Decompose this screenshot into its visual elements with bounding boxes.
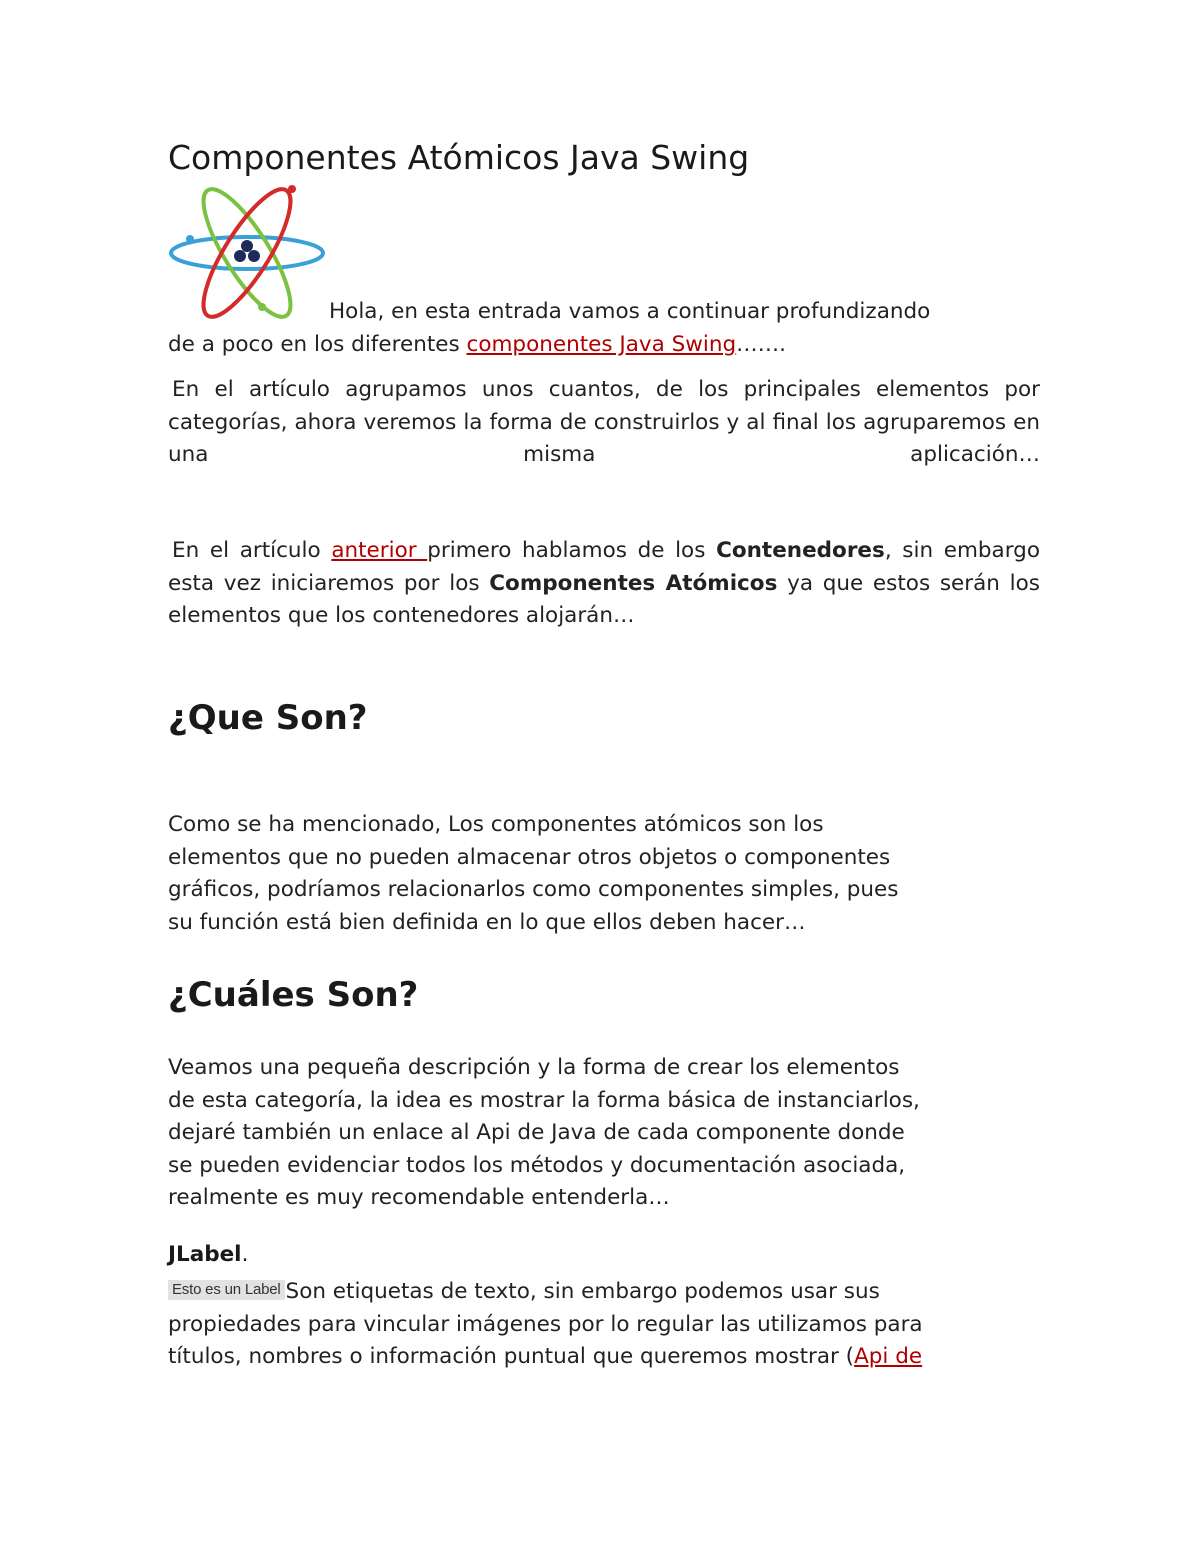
jlabel-line-3: títulos, nombres o información puntual que queremos mostrar (Api de [168, 1344, 923, 1369]
text-line: Veamos una pequeña descripción y la forma de crear los elementos [168, 1055, 900, 1080]
text-line: de esta categoría, la idea es mostrar la forma básica de instanciarlos, [168, 1087, 920, 1113]
paragraph-categorias: En el artículo agrupamos unos cuantos, de los principales elementos por categorías, ahora veremos la forma de construirlos y al final los agruparemos en una misma aplicación… [168, 377, 1040, 467]
text-line: Como se ha mencionado, Los componentes atómicos son los [168, 812, 824, 837]
intro-paragraph [168, 296, 1040, 361]
link-anterior[interactable]: anterior [331, 538, 428, 563]
page-title: Componentes Atómicos Java Swing [168, 138, 750, 177]
intro-line-2: de a poco en los diferentes componentes Java Swing……. [168, 331, 786, 357]
link-api-de[interactable]: Api de [854, 1344, 923, 1369]
intro-line-1: Hola, en esta entrada vamos a continuar profundizando [329, 299, 931, 324]
jlabel-line-2: propiedades para vincular imágenes por lo regular las utilizamos para [168, 1311, 923, 1337]
heading-que-son: ¿Que Son? [168, 698, 368, 738]
atom-electron [288, 185, 296, 193]
link-componentes-java-swing[interactable]: componentes Java Swing [466, 331, 737, 357]
heading-cuales-son: ¿Cuáles Son? [168, 975, 419, 1015]
atom-nucleus [234, 240, 260, 262]
jlabel-sample-image: Esto es un Label [168, 1280, 285, 1300]
bold-contenedores: Contenedores [716, 538, 885, 563]
atom-electron [186, 235, 194, 243]
paragraph-jlabel [168, 1276, 1040, 1374]
text-line: dejaré también un enlace al Api de Java de cada componente donde [168, 1120, 905, 1145]
paragraph-que-son [168, 809, 1040, 939]
paragraph-contenedores: En el artículo anterior primero hablamos de los Contenedores, sin embargo esta vez iniciaremos por los Componentes Atómicos ya que estos serán los elementos que los contenedores alojarán… [168, 538, 1040, 628]
jlabel-line-1: Esto es un Label Son etiquetas de texto, sin embargo podemos usar sus [168, 1276, 1040, 1309]
heading-jlabel: JLabel. [168, 1242, 249, 1267]
bold-componentes-atomicos: Componentes Atómicos [489, 570, 778, 596]
paragraph-cuales-son [168, 1052, 1040, 1215]
text-line: realmente es muy recomendable entenderla… [168, 1185, 670, 1210]
text-line: su función está bien definida en lo que ellos deben hacer… [168, 909, 806, 935]
text-line: gráficos, podríamos relacionarlos como componentes simples, pues [168, 877, 899, 902]
text-line: elementos que no pueden almacenar otros objetos o componentes [168, 844, 891, 870]
text-line: se pueden evidenciar todos los métodos y documentación asociada, [168, 1152, 906, 1178]
